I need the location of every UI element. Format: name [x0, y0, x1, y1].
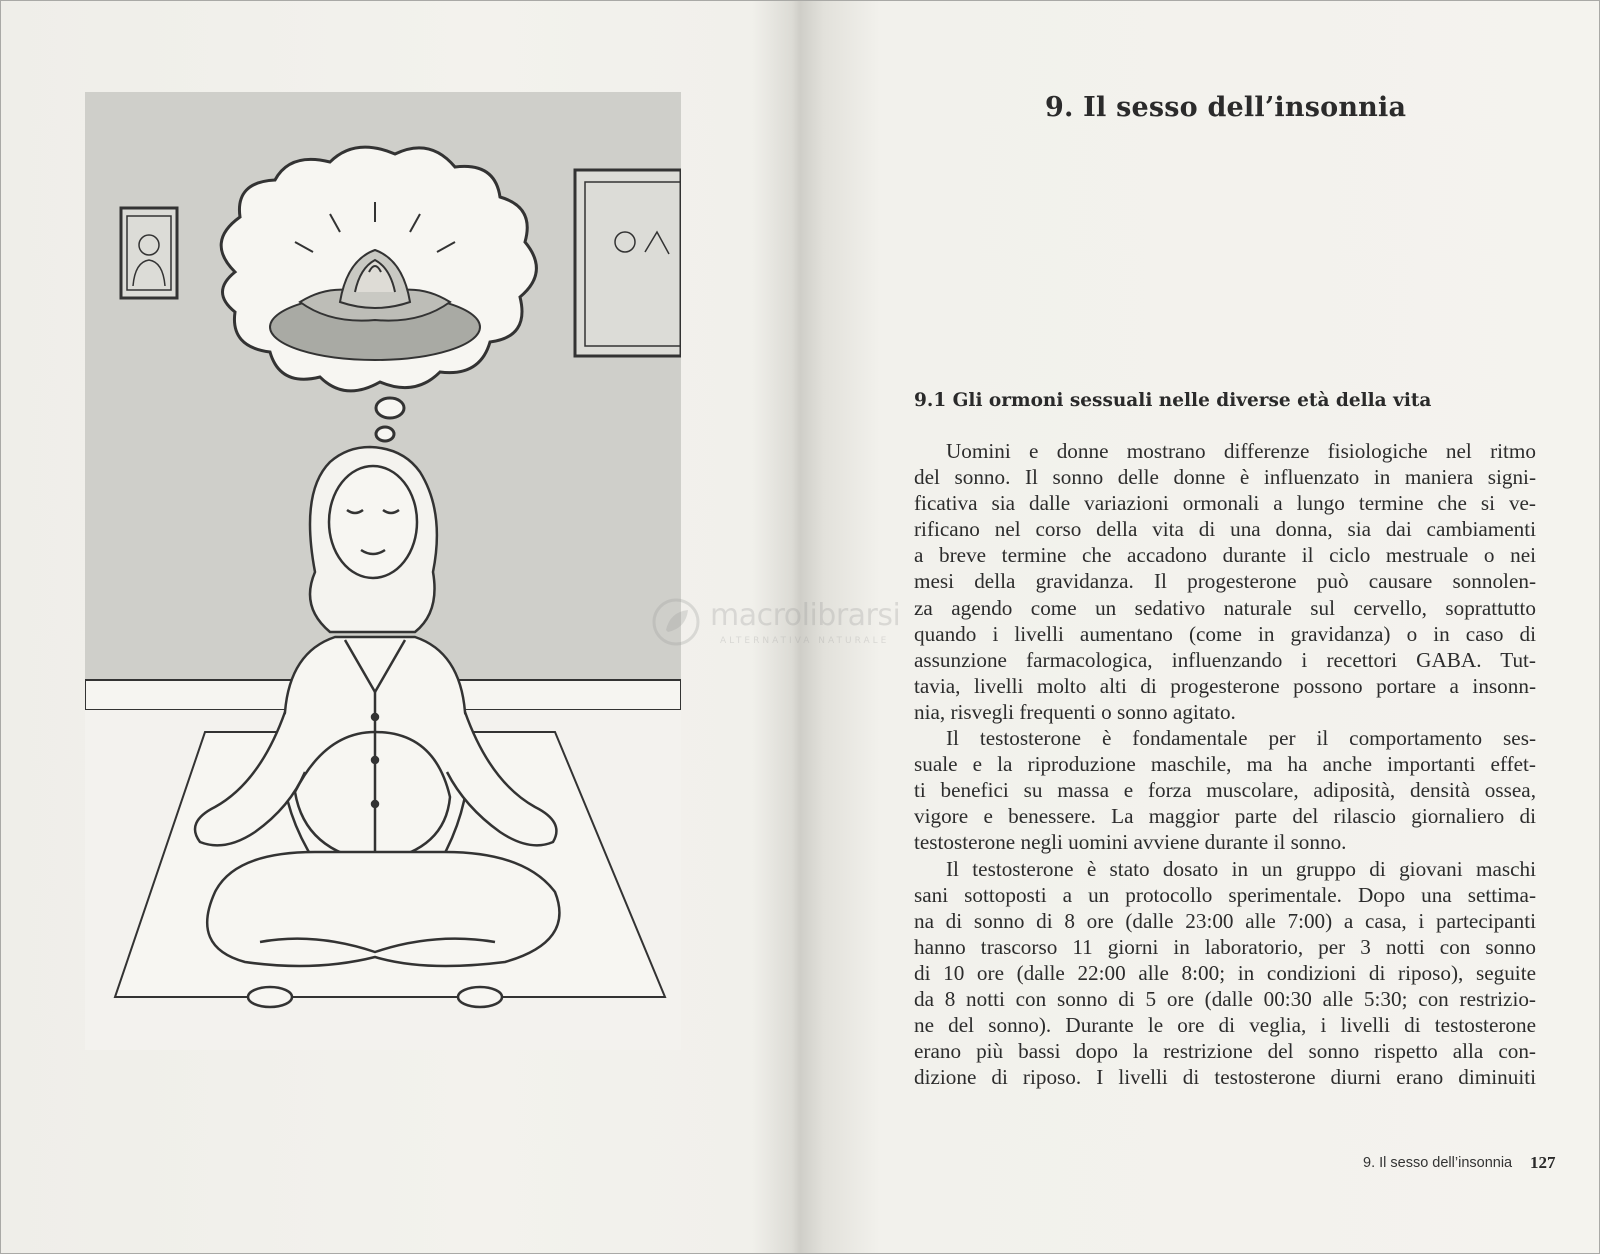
body-line: suale e la riproduzione maschile, ma ha anche importanti effet-: [914, 752, 1536, 777]
body-line: ne del sonno). Durante le ore di veglia, i livelli di testosterone: [914, 1013, 1536, 1038]
body-line: na di sonno di 8 ore (dalle 23:00 alle 7:00) a casa, i partecipanti: [914, 908, 1536, 933]
body-text: [914, 438, 1536, 1090]
chapter-title: 9. Il sesso dell’insonnia: [1045, 92, 1407, 123]
body-line: assunzione farmacologica, influenzando i recettori GABA. Tut-: [914, 647, 1536, 672]
body-line: erano più bassi dopo la restrizione del sonno rispetto alla con-: [914, 1039, 1536, 1064]
body-line: ti benefici su massa e forza muscolare, adiposità, densità ossea,: [914, 778, 1536, 803]
body-line: hanno trascorso 11 giorni in laboratorio, per 3 notti con sonno: [914, 934, 1536, 959]
body-line: mesi della gravidanza. Il progesterone può causare sonnolen-: [914, 569, 1536, 594]
body-line: a breve termine che accadono durante il ciclo mestruale o nei: [914, 543, 1536, 568]
body-line: quando i livelli aumentano (come in gravidanza) o in caso di: [914, 621, 1536, 646]
body-line: za agendo come un sedativo naturale sul cervello, soprattutto: [914, 595, 1536, 620]
body-line: Il testosterone è stato dosato in un gruppo di giovani maschi: [946, 856, 1536, 881]
page-number: 127: [1530, 1153, 1556, 1172]
body-line: testosterone negli uomini avviene durante il sonno.: [914, 830, 1347, 855]
watermark-tagline: ALTERNATIVA NATURALE: [720, 636, 890, 646]
body-line: da 8 notti con sonno di 5 ore (dalle 00:30 alle 5:30; con restrizio-: [914, 986, 1536, 1011]
body-line: ficativa sia dalle variazioni ormonali a lungo termine che si ve-: [914, 491, 1536, 516]
section-heading: 9.1 Gli ormoni sessuali nelle diverse età della vita: [914, 390, 1432, 411]
meditating-pregnant-woman-illustration: [85, 92, 681, 1050]
drawing-frame: [575, 170, 681, 356]
body-line: di 10 ore (dalle 22:00 alle 8:00; in condizioni di riposo), seguite: [914, 960, 1536, 985]
body-line: del sonno. Il sonno delle donne è influenzato in maniera signi-: [914, 465, 1536, 490]
body-line: vigore e benessere. La maggior parte del rilascio giornaliero di: [914, 804, 1536, 829]
body-line: Il testosterone è fondamentale per il comportamento ses-: [946, 726, 1536, 751]
body-line: sani sottoposti a un protocollo sperimentale. Dopo una settima-: [914, 882, 1536, 907]
body-line: nia, risvegli frequenti o sonno agitato.: [914, 699, 1236, 724]
body-line: Uomini e donne mostrano differenze fisiologiche nel ritmo: [946, 439, 1536, 463]
portrait-frame: [121, 208, 177, 298]
body-line: dizione di riposo. I livelli di testosterone diurni erano diminuiti: [914, 1065, 1536, 1090]
watermark: [650, 596, 910, 656]
running-footer: 9. Il sesso dell’insonnia: [1363, 1155, 1513, 1171]
body-line: tavia, livelli molto alti di progesterone possono portare a insonn-: [914, 673, 1536, 698]
body-line: rificano nel corso della vita di una donna, sia dai cambiamenti: [914, 517, 1536, 542]
watermark-brand: macrolibrarsi: [710, 598, 901, 633]
